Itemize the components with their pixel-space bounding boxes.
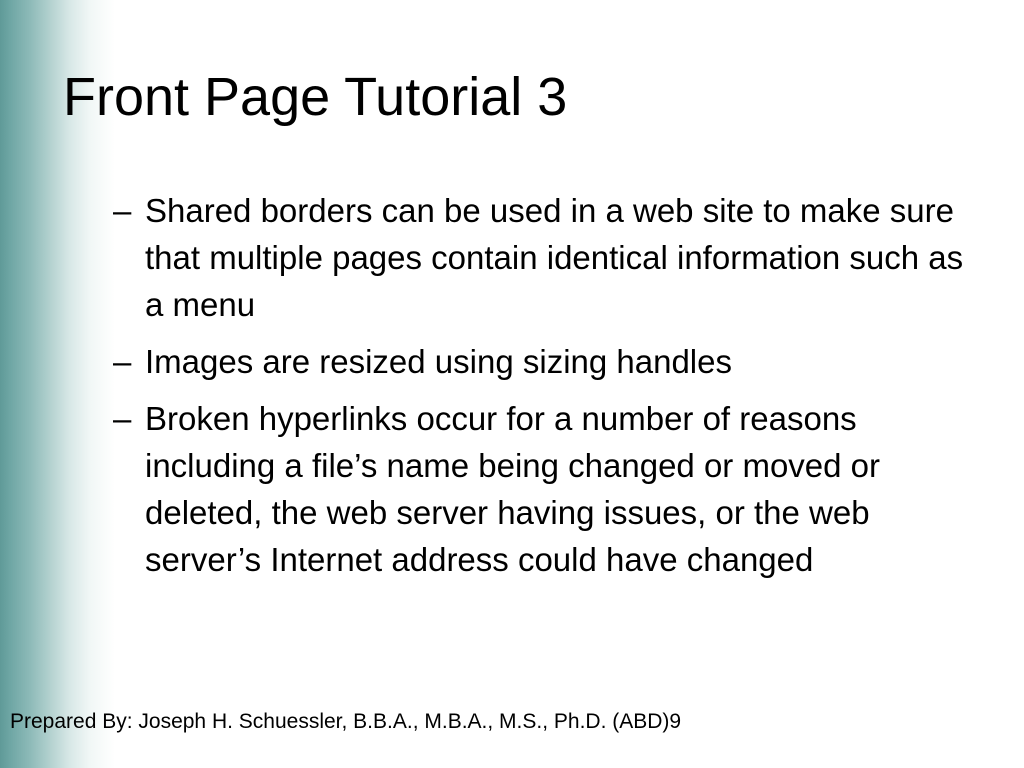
bullet-dash: – <box>113 400 132 437</box>
bullet-dash: – <box>113 192 132 229</box>
page-number: 9 <box>669 710 682 733</box>
bullet-text: Shared borders can be used in a web site to make sure that multiple pages contain identical information such as a menu <box>145 192 964 323</box>
footer <box>10 707 681 737</box>
slide-title: Front Page Tutorial 3 <box>63 67 568 127</box>
bullet-item <box>113 395 973 583</box>
bullet-text: Broken hyperlinks occur for a number of reasons including a file’s name being changed or moved or deleted, the web server having issues, or the web server’s Internet address could have changed <box>145 400 881 578</box>
bullet-dash: – <box>113 343 132 380</box>
bullet-item <box>113 187 973 328</box>
footer-prepared-by: Prepared By: Joseph H. Schuessler, B.B.A., M.B.A., M.S., Ph.D. (ABD) <box>10 710 670 733</box>
bullet-list <box>113 187 973 593</box>
bullet-text: Images are resized using sizing handles <box>145 343 732 380</box>
bullet-item <box>113 338 973 385</box>
